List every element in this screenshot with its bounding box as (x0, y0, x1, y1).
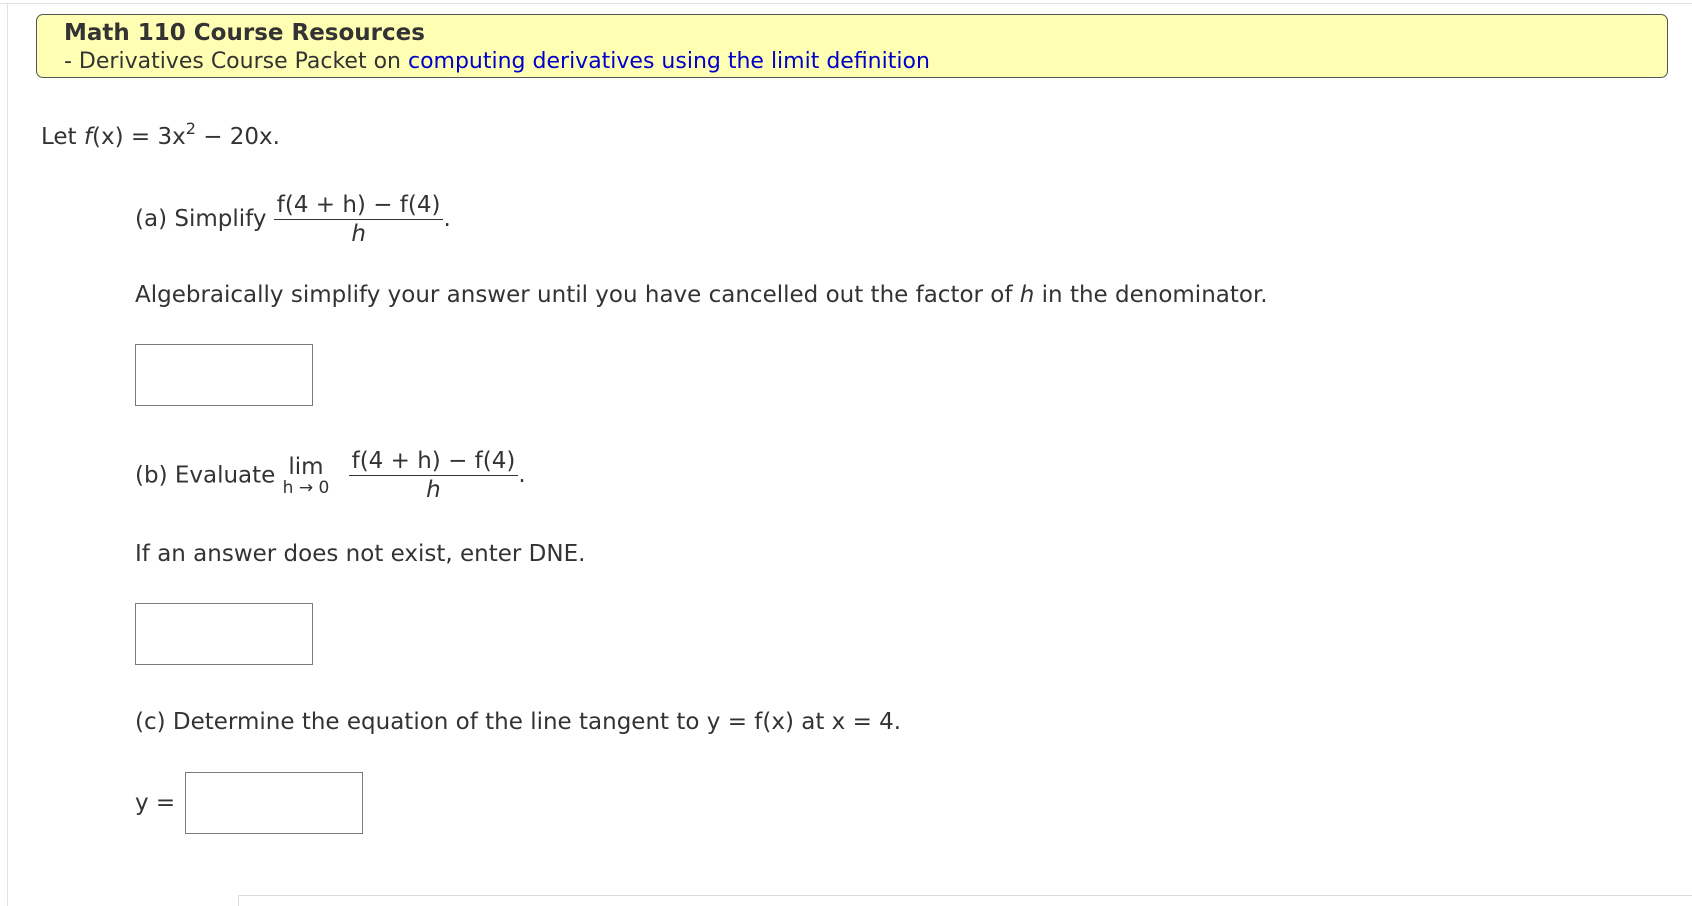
difference-quotient: $\frac{f(4 + h) - f(4)}{h}$ (274, 191, 444, 248)
bottom-divider-edge (238, 895, 239, 906)
limit-operator: lim h → 0 (282, 453, 330, 498)
y-equals-label: y = (135, 790, 176, 816)
left-divider (7, 3, 8, 906)
part-b-instruction: If an answer does not exist, enter DNE. (135, 541, 586, 567)
part-a-answer-input[interactable] (135, 344, 313, 406)
part-a-prompt: (a) Simplify $\frac{f(4 + h) - f(4)}{h}$ . (135, 192, 451, 247)
resources-line (64, 47, 1667, 77)
part-c-answer-input[interactable] (185, 772, 363, 834)
bottom-divider (238, 895, 1692, 896)
part-b-answer-input[interactable] (135, 603, 313, 665)
part-a-instruction: Algebraically simplify your answer until you have cancelled out the factor of h in the denominator. (135, 282, 1268, 308)
part-b-prompt: (b) Evaluate lim h → 0 $\frac{f(4 + h) - f(4)}{h}$ . (135, 448, 526, 503)
course-resources-panel (36, 14, 1668, 78)
function-definition: Let $f(x) = 3x^2 - 20x$. (41, 119, 280, 150)
limit-definition-link[interactable]: computing derivatives using the limit definition (407, 49, 930, 74)
part-c-prompt: (c) Determine the equation of the line tangent to y = f(x) at x = 4. (135, 709, 902, 735)
resources-prefix: - Derivatives Course Packet on (64, 49, 408, 74)
resources-title: Math 110 Course Resources (64, 20, 425, 46)
top-divider (0, 3, 1692, 4)
limit-difference-quotient: $\frac{f(4 + h) - f(4)}{h}$ (349, 447, 519, 504)
